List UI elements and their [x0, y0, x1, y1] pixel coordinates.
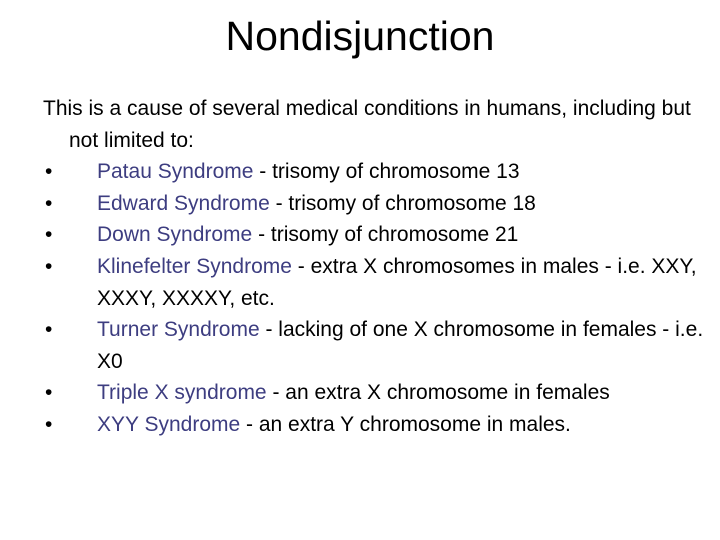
condition-description: - trisomy of chromosome 21: [252, 223, 519, 247]
condition-name: Down Syndrome: [97, 223, 253, 247]
bullet-icon: •: [45, 160, 53, 184]
condition-name: Edward Syndrome: [97, 191, 270, 215]
list-item: [43, 188, 713, 220]
condition-name: Patau Syndrome: [97, 160, 254, 184]
list-item: [43, 219, 713, 251]
slide-title: Nondisjunction: [225, 13, 495, 59]
condition-description: - an extra X chromosome in females: [266, 381, 610, 405]
bullet-icon: •: [45, 318, 53, 342]
bullet-icon: •: [45, 381, 53, 405]
condition-description: - an extra Y chromosome in males.: [240, 412, 571, 436]
bullet-icon: •: [45, 254, 53, 278]
slide-body: [43, 93, 713, 441]
condition-name: Turner Syndrome: [97, 318, 260, 342]
list-item: [43, 251, 713, 314]
condition-name: Triple X syndrome: [97, 381, 267, 405]
list-item: [43, 409, 713, 441]
condition-description: - trisomy of chromosome 13: [253, 160, 520, 184]
bullet-icon: •: [45, 223, 53, 247]
bullet-icon: •: [45, 191, 53, 215]
condition-name: Klinefelter Syndrome: [97, 254, 292, 278]
condition-description: - extra X chromosomes in males - i.e. XXY, XXXY, XXXXY, etc.: [97, 254, 697, 310]
condition-description: - trisomy of chromosome 18: [269, 191, 536, 215]
list-item: [43, 314, 713, 377]
condition-list: [43, 156, 713, 440]
condition-description: - lacking of one X chromosome in females - i.e. X0: [97, 318, 704, 373]
condition-name: XYY Syndrome: [97, 412, 241, 436]
list-item: [43, 156, 713, 188]
intro-text: This is a cause of several medical conditions in humans, including but not limited to:: [43, 97, 691, 152]
bullet-icon: •: [45, 412, 53, 436]
list-item: [43, 377, 713, 409]
